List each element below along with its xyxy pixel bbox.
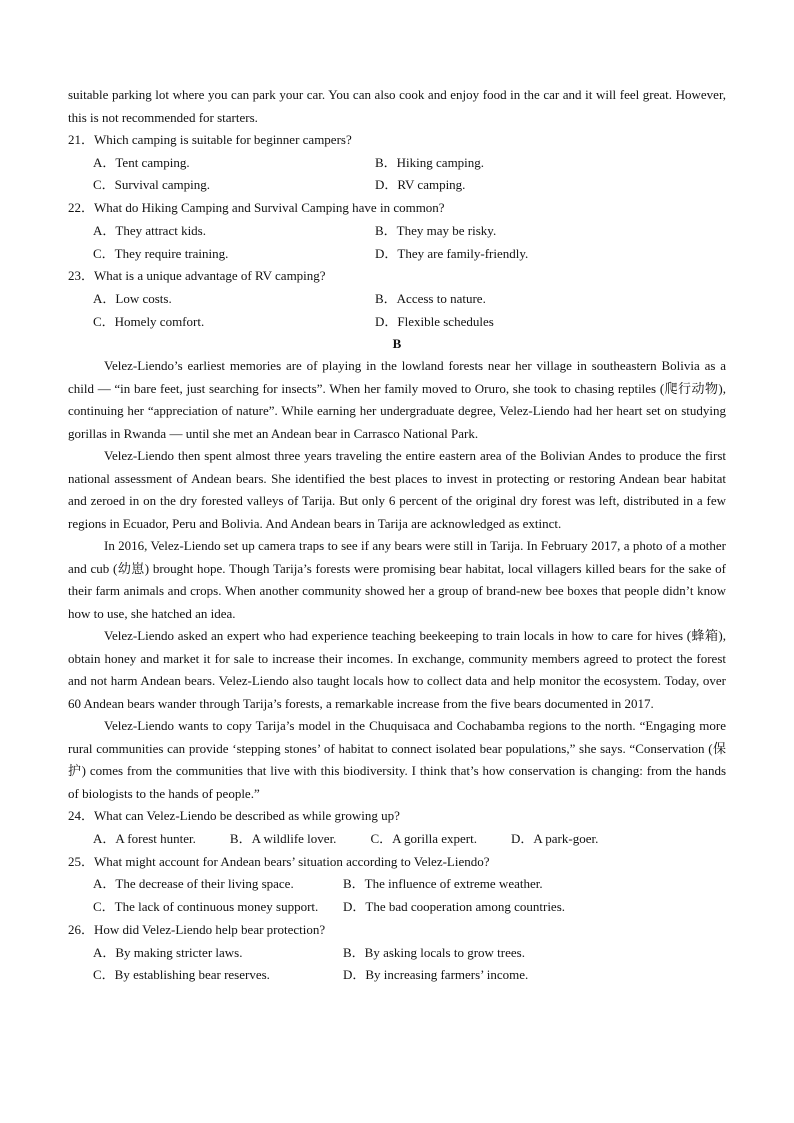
question-stem: 24．What can Velez-Liendo be described as while growing up? xyxy=(68,808,400,824)
options-row xyxy=(68,828,726,851)
option-b: B．Access to nature. xyxy=(375,290,486,306)
options-grid xyxy=(68,873,726,918)
question-25 xyxy=(68,851,726,919)
question-stem: 26．How did Velez-Liendo help bear protection? xyxy=(68,921,326,937)
option-a: A．A forest hunter. xyxy=(93,831,196,847)
passage-b-paragraph: Velez-Liendo’s earliest memories are of playing in the lowland forests near her village in southeastern Bolivia as a child — “in bare feet, just searching for insects”. When her family moved to Oruro, she took to chasing reptiles (爬行动物), continuing her “appreciation of nature”. While earning her undergraduate degree, Velez-Liendo had her heart set on studying gorillas in Rwanda — until she met an Andean bear in Carrasco National Park. xyxy=(68,358,726,441)
section-b-heading: B xyxy=(392,336,402,352)
exam-page xyxy=(68,84,726,987)
option-c: C．A gorilla expert. xyxy=(370,831,477,847)
options-grid xyxy=(68,288,726,333)
question-stem: 23．What is a unique advantage of RV camping? xyxy=(68,268,326,284)
question-26 xyxy=(68,919,726,987)
option-c: C．The lack of continuous money support. xyxy=(93,899,319,915)
option-d: D．RV camping. xyxy=(375,177,466,193)
question-24 xyxy=(68,805,726,850)
option-a: A．Low costs. xyxy=(93,290,172,306)
passage-a-tail: suitable parking lot where you can park your car. You can also cook and enjoy food in the car and it will feel great. However, this is not recommended for starters. xyxy=(68,87,726,125)
options-grid xyxy=(68,152,726,197)
option-c: C．They require training. xyxy=(93,245,229,261)
option-a: A．By making stricter laws. xyxy=(93,944,243,960)
option-b: B．They may be risky. xyxy=(375,222,497,238)
option-d: D．The bad cooperation among countries. xyxy=(343,899,566,915)
option-c: C．Survival camping. xyxy=(93,177,210,193)
option-d: D．A park-goer. xyxy=(510,831,599,847)
passage-b-paragraph: In 2016, Velez-Liendo set up camera traps to see if any bears were still in Tarija. In February 2017, a photo of a mother and cub (幼崽) brought hope. Though Tarija’s forests were promising bear habitat, local villagers killed bears for the sake of their farm animals and crops. When another community showed her a group of brand-new bee boxes that people didn’t know how to use, she hatched an idea. xyxy=(68,538,726,621)
question-22 xyxy=(68,197,726,265)
question-stem: 22．What do Hiking Camping and Survival Camping have in common? xyxy=(68,200,445,216)
option-d: D．Flexible schedules xyxy=(375,313,494,329)
option-a: A．They attract kids. xyxy=(93,222,206,238)
option-d: D．They are family-friendly. xyxy=(375,245,529,261)
option-c: C．By establishing bear reserves. xyxy=(93,967,270,983)
question-23 xyxy=(68,265,726,333)
option-b: B．The influence of extreme weather. xyxy=(343,876,543,892)
option-c: C．Homely comfort. xyxy=(93,313,205,329)
option-b: B．Hiking camping. xyxy=(375,154,485,170)
question-stem: 21．Which camping is suitable for beginner campers? xyxy=(68,132,352,147)
passage-b-paragraph: Velez-Liendo wants to copy Tarija’s model in the Chuquisaca and Cochabamba regions to the north. “Engaging more rural communities can provide ‘stepping stones’ of habitat to connect isolated bear populations,” she says. “Conservation (保护) comes from the communities that live with this biodiversity. I think that’s how conservation is changing: from the hands of biologists to the hands of people.” xyxy=(68,718,726,801)
passage-b-paragraph: Velez-Liendo asked an expert who had experience teaching beekeeping to train locals in how to care for hives (蜂箱), obtain honey and market it for sale to increase their incomes. In exchange, community members agreed to protect the forest and not harm Andean bears. Velez-Liendo also taught locals how to collect data and help monitor the ecosystem. Today, over 60 Andean bears wander through Tarija’s forests, a remarkable increase from the five bears documented in 2017. xyxy=(68,628,726,711)
option-a: A．Tent camping. xyxy=(93,154,190,170)
option-b: B．A wildlife lover. xyxy=(229,831,337,847)
question-21 xyxy=(68,129,726,197)
question-stem: 25．What might account for Andean bears’ situation according to Velez-Liendo? xyxy=(68,853,490,869)
options-grid xyxy=(68,220,726,265)
option-b: B．By asking locals to grow trees. xyxy=(343,944,525,960)
option-a: A．The decrease of their living space. xyxy=(93,876,294,892)
option-d: D．By increasing farmers’ income. xyxy=(343,967,529,983)
passage-b-paragraph: Velez-Liendo then spent almost three years traveling the entire eastern area of the Bolivian Andes to produce the first national assessment of Andean bears. She identified the best places to invest in protecting or restoring Andean bear habitat and zeroed in on the dry forested valleys of Tarija. But only 6 percent of the original dry forest was left, distributed in a few regions in Ecuador, Peru and Bolivia. And Andean bears in Tarija are acknowledged as extinct. xyxy=(68,448,726,531)
options-grid xyxy=(68,942,726,987)
